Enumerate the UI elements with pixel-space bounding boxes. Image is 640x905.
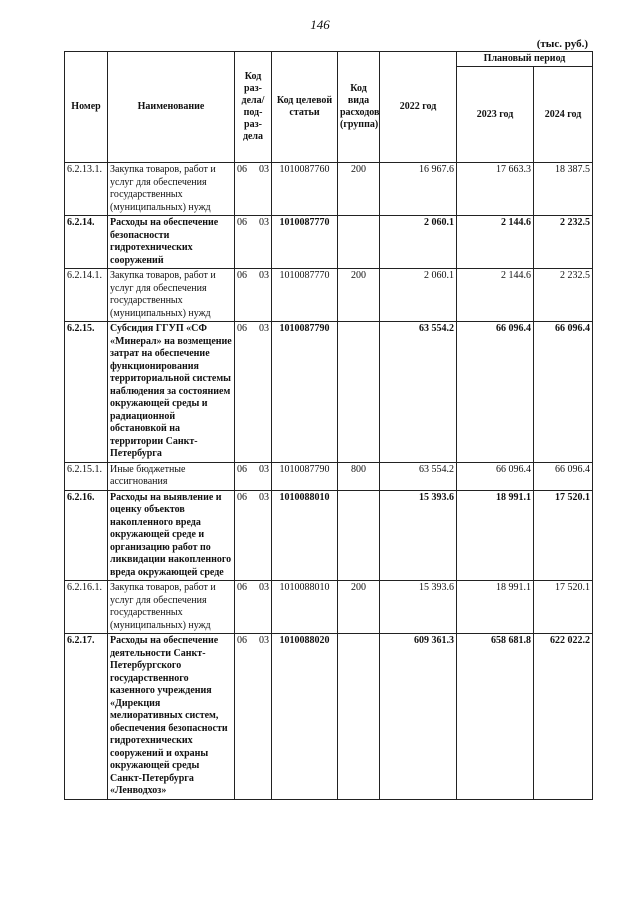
header-razdel: Код раз- дела/ под- раз- дела (235, 52, 272, 163)
razdel-code: 06 (237, 323, 247, 334)
row-expense-type (338, 490, 380, 581)
header-row (65, 52, 593, 67)
row-amount-2023: 18 991.1 (457, 581, 534, 634)
page-number: 146 (310, 17, 330, 32)
row-amount-2023: 2 144.6 (457, 269, 534, 322)
header-number: Номер (65, 52, 108, 163)
header-2023: 2023 год (457, 67, 534, 163)
row-name: Расходы на обеспечение безопасности гидротехнических сооружений (108, 216, 235, 269)
table-row (65, 163, 593, 216)
row-amount-2022: 609 361.3 (380, 634, 457, 800)
row-target-code: 1010087760 (272, 163, 338, 216)
row-amount-2022: 15 393.6 (380, 581, 457, 634)
table-row (65, 216, 593, 269)
row-target-code: 1010088020 (272, 634, 338, 800)
podrazdel-code: 03 (259, 463, 269, 475)
row-amount-2024: 66 096.4 (534, 462, 593, 490)
header-cs: Код целевой статьи (272, 52, 338, 163)
row-number: 6.2.16. (65, 490, 108, 581)
podrazdel-code: 03 (259, 164, 269, 175)
row-target-code: 1010087790 (272, 322, 338, 463)
header-vr: Код вида расходов (группа) (338, 52, 380, 163)
budget-table (64, 51, 593, 800)
podrazdel-code: 03 (259, 582, 269, 593)
row-amount-2023: 66 096.4 (457, 322, 534, 463)
row-number: 6.2.15.1. (65, 462, 108, 490)
razdel-code: 06 (237, 582, 247, 593)
row-razdel (235, 216, 272, 269)
row-amount-2023: 2 144.6 (457, 216, 534, 269)
row-target-code: 1010087770 (272, 269, 338, 322)
row-amount-2023: 66 096.4 (457, 462, 534, 490)
row-expense-type: 200 (338, 269, 380, 322)
row-amount-2023: 18 991.1 (457, 490, 534, 581)
row-razdel (235, 269, 272, 322)
table-row (65, 269, 593, 322)
row-expense-type (338, 634, 380, 800)
row-amount-2022: 15 393.6 (380, 490, 457, 581)
row-expense-type (338, 322, 380, 463)
header-2022: 2022 год (380, 52, 457, 163)
header-name: Наименование (108, 52, 235, 163)
row-razdel (235, 634, 272, 800)
row-amount-2024: 2 232.5 (534, 216, 593, 269)
row-name: Закупка товаров, работ и услуг для обеспечения государственных (муниципальных) нужд (108, 163, 235, 216)
header-period: Плановый период (457, 52, 593, 67)
row-target-code: 1010087770 (272, 216, 338, 269)
row-razdel (235, 163, 272, 216)
row-expense-type: 200 (338, 581, 380, 634)
row-number: 6.2.13.1. (65, 163, 108, 216)
row-target-code: 1010087790 (272, 462, 338, 490)
podrazdel-code: 03 (259, 270, 269, 281)
podrazdel-code: 03 (259, 635, 269, 646)
row-name: Закупка товаров, работ и услуг для обеспечения государственных (муниципальных) нужд (108, 269, 235, 322)
row-razdel (235, 581, 272, 634)
podrazdel-code: 03 (259, 323, 269, 334)
row-expense-type: 800 (338, 462, 380, 490)
row-number: 6.2.14. (65, 216, 108, 269)
row-amount-2024: 17 520.1 (534, 490, 593, 581)
razdel-code: 06 (237, 463, 247, 475)
table-row (65, 462, 593, 490)
header-2024: 2024 год (534, 67, 593, 163)
row-name: Иные бюджетные ассигнования (108, 462, 235, 490)
units-label: (тыс. руб.) (536, 38, 588, 50)
row-expense-type (338, 216, 380, 269)
row-amount-2022: 63 554.2 (380, 462, 457, 490)
row-name: Расходы на выявление и оценку объектов накопленного вреда окружающей среде и организацию работ по ликвидации накопленного вреда окружающей среде (108, 490, 235, 581)
razdel-code: 06 (237, 217, 247, 228)
row-target-code: 1010088010 (272, 490, 338, 581)
table-row (65, 634, 593, 800)
table-body (65, 163, 593, 800)
row-name: Закупка товаров, работ и услуг для обеспечения государственных (муниципальных) нужд (108, 581, 235, 634)
table-row (65, 490, 593, 581)
row-name: Субсидия ГГУП «СФ «Минерал» на возмещение затрат на обеспечение функционирования территориальной системы наблюдения за состоянием окружающей среды и радиационной обстановкой на территории Санкт-Петербурга (108, 322, 235, 463)
row-expense-type: 200 (338, 163, 380, 216)
razdel-code: 06 (237, 270, 247, 281)
row-amount-2024: 2 232.5 (534, 269, 593, 322)
row-name: Расходы на обеспечение деятельности Санкт-Петербургского государственного казенного учреждения «Дирекция мелиоративных систем, обеспечения безопасности гидротехнических сооружений и охраны окружающей среды Санкт-Петербурга «Ленводхоз» (108, 634, 235, 800)
table-row (65, 322, 593, 463)
row-amount-2023: 658 681.8 (457, 634, 534, 800)
row-number: 6.2.17. (65, 634, 108, 800)
row-amount-2022: 2 060.1 (380, 269, 457, 322)
row-amount-2024: 18 387.5 (534, 163, 593, 216)
row-target-code: 1010088010 (272, 581, 338, 634)
razdel-code: 06 (237, 635, 247, 646)
row-razdel (235, 490, 272, 581)
row-number: 6.2.16.1. (65, 581, 108, 634)
row-amount-2022: 16 967.6 (380, 163, 457, 216)
row-amount-2024: 622 022.2 (534, 634, 593, 800)
razdel-code: 06 (237, 491, 247, 503)
podrazdel-code: 03 (259, 491, 269, 503)
row-number: 6.2.15. (65, 322, 108, 463)
row-razdel (235, 462, 272, 490)
podrazdel-code: 03 (259, 217, 269, 228)
row-number: 6.2.14.1. (65, 269, 108, 322)
razdel-code: 06 (237, 164, 247, 175)
row-amount-2023: 17 663.3 (457, 163, 534, 216)
table-row (65, 581, 593, 634)
row-razdel (235, 322, 272, 463)
row-amount-2024: 66 096.4 (534, 322, 593, 463)
row-amount-2024: 17 520.1 (534, 581, 593, 634)
row-amount-2022: 63 554.2 (380, 322, 457, 463)
row-amount-2022: 2 060.1 (380, 216, 457, 269)
